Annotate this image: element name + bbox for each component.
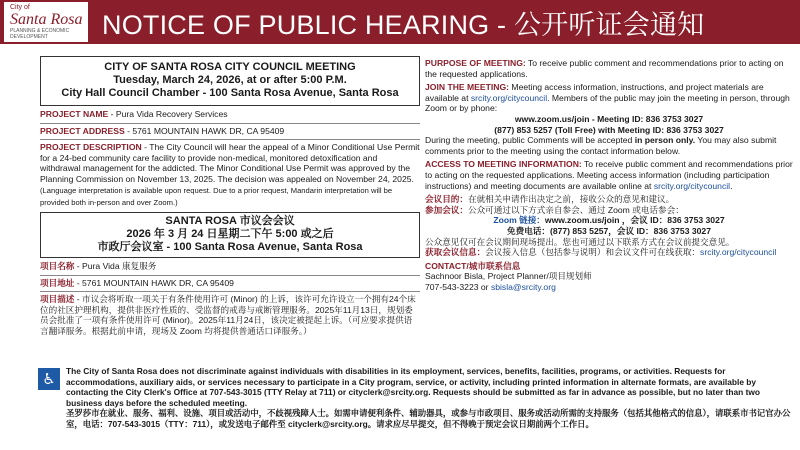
cn-purpose: 会议目的：在就相关申请作出决定之前，接收公众的意见和建议。 (425, 194, 675, 205)
access-section: ACCESS TO MEETING INFORMATION: To receive public comment and recommendations prior to acting on the requested applications. Meeting access information (including participation instructions) and meeting documents are available online at srcity.org/citycouncil. (425, 159, 793, 191)
meeting-details-box (40, 56, 420, 106)
ada-statement (66, 366, 792, 430)
meeting-date: Tuesday, March 24, 2026, at or after 5:00 P.M. (113, 74, 347, 86)
cn-access: 获取会议信息：会议接入信息（包括参与说明）和会议文件可在线获取：srcity.org/citycouncil (425, 247, 777, 258)
notice-title: NOTICE OF PUBLIC HEARING - 公开听证会通知 (102, 9, 705, 40)
access-link[interactable]: srcity.org/citycouncil (653, 180, 731, 191)
project-address: PROJECT ADDRESS - 5761 MOUNTAIN HAWK DR, CA 95409 (40, 123, 420, 137)
cn-meeting-title: SANTA ROSA 市议会会议 (165, 215, 295, 227)
cn-project-address: 项目地址 - 5761 MOUNTAIN HAWK DR, CA 95409 (40, 275, 420, 289)
cn-meeting-date: 2026 年 3 月 24 日星期二下午 5:00 或之后 (126, 228, 334, 240)
cn-phone-info: 免费电话：(877) 853 5257，会议 ID：836 3753 3027 (507, 225, 711, 236)
purpose-section: PURPOSE OF MEETING: To receive public comment and recommendations prior to acting on the requested applications. (425, 58, 784, 79)
contact-section (425, 261, 793, 293)
meeting-title: CITY OF SANTA ROSA CITY COUNCIL MEETING (104, 61, 356, 73)
header-banner (0, 0, 800, 44)
wheelchair-icon: ♿ (38, 368, 60, 390)
contact-heading: CONTACT/城市联系信息 (425, 260, 521, 271)
phone-info: (877) 853 5257 (Toll Free) with Meeting ID: 836 3753 3027 (494, 124, 724, 135)
ada-statement-cn: 圣罗莎市在就业、服务、福利、设施、项目或活动中，不歧视残障人士。如需申请便利条件、辅助器具，或参与市政项目、服务或活动所需的支持服务（包括其他格式的信息），请联系市书记官办公室，电话：707-543-3015（TTY：711），或发送电子邮件至 cityclerk@srcity.org。请求应尽早提交，但不得晚于预定会议日期前两个工作日。 (66, 408, 791, 429)
comment-info: During the meeting, public Comments will be accepted in person only. You may also submit comments prior to the meeting using the contact information below. (425, 135, 777, 156)
cn-zoom-info: Zoom 链接：www.zoom.us/join ，会议 ID：836 3753 3027 (493, 215, 725, 226)
left-column (40, 56, 420, 336)
ada-statement-en: The City of Santa Rosa does not discriminate against individuals with disabilities in its employment, services, benefits, facilities, programs, or activities. Requests for accommodations, auxiliary aids, or services necessary to participate in a City program, service, or activity, including printed information in alternate formats, are available by contacting the City Clerk's Office at 707-543-3015 (TTY Relay at 711) or cityclerk@srcity.org. Requests should be submitted as far in advance as possible, but no later than two business days before the scheduled meeting. (66, 366, 761, 408)
cn-join: 参加会议：公众可通过以下方式亲自参会、通过 Zoom 或电话参会： (425, 204, 684, 215)
zoom-info[interactable]: www.zoom.us/join - Meeting ID: 836 3753 3027 (514, 113, 704, 124)
right-column (425, 58, 793, 292)
project-description: PROJECT DESCRIPTION - The City Council will hear the appeal of a Minor Conditional Use Permit for a 24-bed community care facility to provide non-medical, monitored detoxification and withdrawal management for the addicted. The Minor Conditional Use Permit was approved by the Planning Commission on November 13, 2025. The decision was appealed on November 24, 2025. (Language interpretation is available upon request. Due to a prior request, Mandarin interpretation will be provided both in-person and over Zoom.) (40, 139, 420, 208)
meeting-location: City Hall Council Chamber - 100 Santa Rosa Avenue, Santa Rosa (61, 87, 399, 99)
cn-access-link[interactable]: srcity.org/citycouncil (700, 247, 777, 258)
cn-meeting-details-box (40, 212, 420, 258)
contact-phone-email: 707-543-3223 or sbisla@srcity.org (425, 281, 556, 292)
cn-meeting-location: 市政厅会议室 - 100 Santa Rosa Avenue, Santa Rosa (97, 241, 363, 253)
council-link[interactable]: srcity.org/citycouncil (470, 92, 548, 103)
cn-project-description: 项目描述 - 市议会将听取一项关于有条件使用许可 (Minor) 的上诉，该许可允许设立一个拥有24个床位的社区护理机构，提供非医疗性质的、受监督的戒毒与戒断管理服务。2025年11月13日，规划委员会批准了一项有条件使用许可 (Minor)。2025年11月24日，该决定被提起上诉。（可应要求提供语言翻译服务。根据此前申请，现场及 Zoom 均将提供普通话口译服务。） (40, 291, 420, 336)
city-logo: City of Santa Rosa PLANNING & ECONOMIC DEVELOPMENT (4, 2, 88, 42)
contact-email-link[interactable]: sbisla@srcity.org (490, 281, 556, 292)
cn-project-name: 项目名称 - Pura Vida 康复服务 (40, 261, 157, 271)
contact-name: Sachnoor Bisla, Project Planner/项目规划师 (425, 271, 592, 282)
project-name: PROJECT NAME - Pura Vida Recovery Services (40, 109, 228, 119)
join-section: JOIN THE MEETING: Meeting access information, instructions, and project materials are available at srcity.org/citycouncil. Members of the public may join the meeting in person, through Zoom or by phone: (425, 82, 790, 114)
cn-comment-info: 公众意见仅可在会议期间现场提出。您也可通过以下联系方式在会议前提交意见。 (425, 236, 735, 247)
